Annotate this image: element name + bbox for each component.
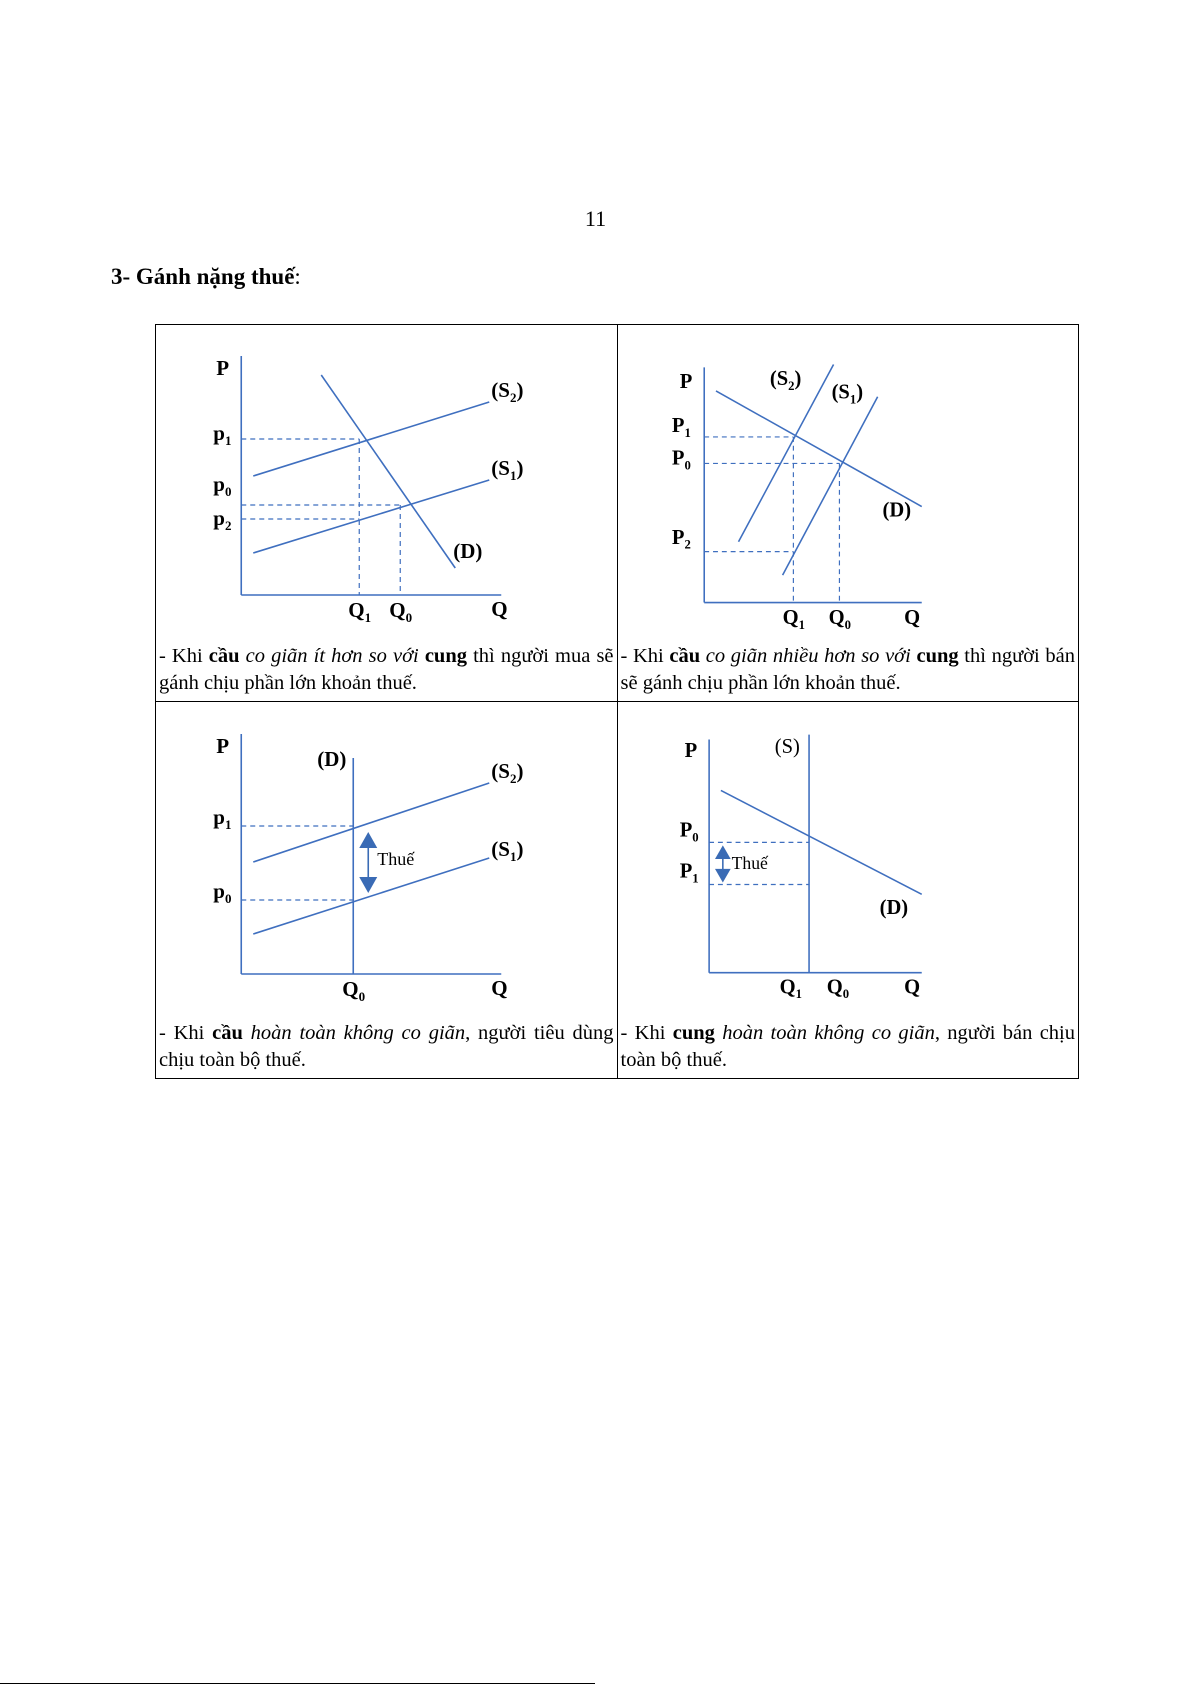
demand-curve: [321, 375, 455, 568]
label-s2: $(S_2)$: [491, 759, 524, 786]
page-number: 11: [584, 206, 607, 231]
supply-curve-s1: [782, 397, 877, 575]
tax-arrow-up-icon: [359, 832, 377, 848]
label-q0: $Q_0$: [826, 976, 849, 1002]
label-p0: $p_0$: [213, 472, 232, 499]
axis-label-q: Q: [491, 976, 508, 1000]
footnote-rule: [0, 1683, 595, 1684]
supply-curve-s2: [253, 783, 489, 862]
label-s1: $(S_1)$: [491, 837, 524, 864]
demand-curve: [720, 790, 921, 894]
cell-demand-perfectly-inelastic: [156, 702, 618, 1079]
axis-label-p: P: [216, 356, 230, 380]
caption-demand-perfectly-inelastic: - Khi cầu hoàn toàn không co giãn, người tiêu dùng chịu toàn bộ thuế.: [159, 1022, 614, 1071]
axis-label-q: Q: [491, 597, 508, 621]
tax-arrow-down-icon: [359, 877, 377, 893]
label-s1: $(S_1)$: [491, 456, 524, 483]
section-heading-colon: :: [294, 264, 301, 289]
cell-supply-perfectly-inelastic: [617, 702, 1079, 1079]
tax-arrow-down-icon: [714, 869, 730, 883]
label-p1: $p_1$: [213, 805, 232, 832]
section-heading-text: 3- Gánh nặng thuế: [111, 264, 295, 289]
tax-label: Thuế: [731, 852, 768, 873]
tax-arrow-up-icon: [714, 845, 730, 859]
label-q0: $Q_0$: [828, 607, 851, 633]
label-d: (D): [879, 896, 908, 919]
label-d: (D): [453, 539, 483, 563]
cell-demand-less-elastic: [156, 325, 618, 702]
graph-supply-perfectly-inelastic: [618, 702, 1079, 1020]
supply-curve-s1: [253, 858, 489, 934]
label-q0: $Q_0$: [389, 598, 413, 625]
label-p2: $p_2$: [213, 506, 232, 533]
demand-curve: [715, 391, 921, 507]
label-p1: $P_1$: [671, 415, 691, 440]
label-q1: $Q_1$: [782, 607, 805, 633]
section-heading: [111, 264, 301, 290]
label-p0: $P_0$: [679, 819, 699, 845]
graph-demand-perfectly-inelastic: [156, 702, 617, 1020]
label-p1: $p_1$: [213, 421, 232, 448]
label-d: (D): [882, 499, 911, 522]
supply-curve-s2: [738, 364, 833, 541]
label-q1: $Q_1$: [779, 976, 802, 1002]
axis-label-q: Q: [903, 976, 920, 999]
label-p0: $p_0$: [213, 879, 232, 906]
caption-supply-perfectly-inelastic: - Khi cung hoàn toàn không co giãn, người bán chịu toàn bộ thuế.: [620, 1022, 1075, 1071]
cell-demand-more-elastic: [617, 325, 1079, 702]
axis-label-q: Q: [903, 607, 920, 630]
axis-label-p: P: [216, 734, 230, 758]
label-s: (S): [774, 736, 800, 759]
graph-demand-more-elastic: [618, 325, 1079, 643]
label-q1: $Q_1$: [348, 598, 372, 625]
label-p1: $P_1$: [679, 860, 699, 886]
caption-demand-more-elastic: - Khi cầu co giãn nhiều hơn so với cung thì người bán sẽ gánh chịu phần lớn khoản thuế.: [620, 645, 1075, 694]
axis-label-p: P: [679, 370, 692, 393]
tax-burden-table: [155, 324, 1079, 1079]
label-s1: $(S_1)$: [831, 381, 863, 407]
tax-label: Thuế: [377, 849, 415, 869]
label-s2: $(S_2)$: [769, 368, 801, 393]
label-q0: $Q_0$: [342, 977, 366, 1004]
graph-demand-less-elastic: [156, 325, 617, 643]
caption-demand-less-elastic: - Khi cầu co giãn ít hơn so với cung thì người mua sẽ gánh chịu phần lớn khoản thuế.: [159, 645, 614, 694]
axis-label-p: P: [684, 740, 697, 763]
label-p0: $P_0$: [671, 447, 691, 473]
label-d: (D): [317, 747, 347, 771]
label-p2: $P_2$: [671, 526, 691, 552]
label-s2: $(S_2)$: [491, 378, 524, 405]
